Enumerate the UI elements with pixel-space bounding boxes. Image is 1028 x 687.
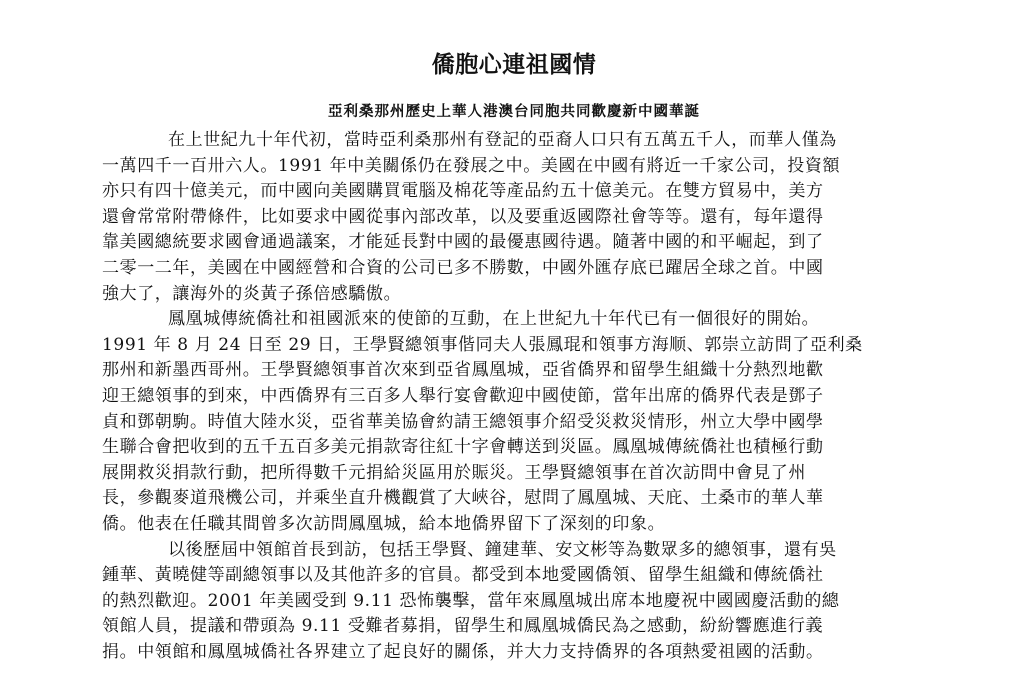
paragraph-line: 領館人員，提議和帶頭為 9.11 受難者募捐，留學生和鳳凰城僑民為之感動，紛紛響應進行義: [102, 616, 824, 637]
paragraph-1: [102, 128, 942, 307]
paragraph-line: 那州和新墨西哥州。王學賢總領事首次來到亞省鳳凰城，亞省僑界和留學生組織十分熱烈地歡: [102, 360, 824, 381]
paragraph-line: 捐。中領館和鳳凰城僑社各界建立了起良好的關係，并大力支持僑界的各項熱愛祖國的活動。: [102, 641, 824, 662]
paragraph-line: 的熱烈歡迎。2001 年美國受到 9.11 恐怖襲擊，當年來鳳凰城出席本地慶祝中國國慶活動的總: [102, 590, 840, 611]
paragraph-line: 強大了，讓海外的炎黃子孫倍感驕傲。: [102, 283, 402, 304]
paragraph-line: 展開救災捐款行動，把所得數千元捐給災區用於賑災。王學賢總領事在首次訪問中會見了州: [102, 462, 806, 483]
paragraph-line: 鍾華、黃曉健等副總領事以及其他許多的官員。都受到本地愛國僑領、留學生組織和傳統僑社: [102, 565, 824, 586]
paragraph-line: 在上世紀九十年代初，當時亞利桑那州有登記的亞裔人口只有五萬五千人，而華人僅為: [168, 130, 837, 150]
paragraph-line: 亦只有四十億美元，而中國向美國購買電腦及棉花等產品約五十億美元。在雙方貿易中，美方: [102, 181, 824, 202]
paragraph-line: 以後歷屆中領館首長到訪，包括王學賢、鐘建華、安文彬等為數眾多的總領事，還有吳: [168, 539, 837, 560]
paragraph-line: 貞和鄧朝駒。時值大陸水災，亞省華美協會約請王總領事介紹受災救災情形，州立大學中國學: [102, 411, 824, 432]
paragraph-line: 迎王總領事的到來，中西僑界有三百多人舉行宴會歡迎中國使節，當年出席的僑界代表是鄧子: [102, 385, 824, 406]
paragraph-line: 1991 年 8 月 24 日至 29 日，王學賢總領事偕同夫人張鳳琨和領事方海顺、郭崇立訪問了亞利桑: [102, 334, 863, 355]
paragraph-line: 還會常常附帶條件，比如要求中國從事內部改革，以及要重返國際社會等等。還有，每年還得: [102, 206, 824, 227]
document-title: 僑胞心連祖國情: [431, 52, 597, 78]
paragraph-line: 長，參觀麥道飛機公司，并乘坐直升機觀賞了大峽谷，慰問了鳳凰城、天庇、土桑市的華人華: [102, 488, 824, 509]
paragraph-line: 二零一二年，美國在中國經營和合資的公司已多不勝數，中國外匯存底已躍居全球之首。中國: [102, 257, 824, 278]
paragraph-line: 鳳凰城傳統僑社和祖國派來的使節的互動，在上世紀九十年代已有一個很好的開始。: [168, 309, 820, 330]
paragraph-3: [102, 538, 942, 666]
body-text: [102, 128, 942, 665]
document-subtitle: 亞利桑那州歷史上華人港澳台同胞共同歡慶新中國華誕: [328, 103, 700, 120]
paragraph-2: [102, 307, 942, 537]
paragraph-line: 一萬四千一百卅六人。1991 年中美關係仍在發展之中。美國在中國有將近一千家公司，投資額: [102, 155, 841, 176]
paragraph-line: 靠美國總統要求國會通過議案，才能延長對中國的最優惠國待遇。隨著中國的和平崛起，到了: [102, 232, 824, 253]
paragraph-line: 生聯合會把收到的五千五百多美元捐款寄往紅十字會轉送到災區。鳳凰城傳統僑社也積極行動: [102, 437, 824, 458]
paragraph-line: 僑。他表在任職其間曾多次訪問鳳凰城，給本地僑界留下了深刻的印象。: [102, 513, 666, 534]
